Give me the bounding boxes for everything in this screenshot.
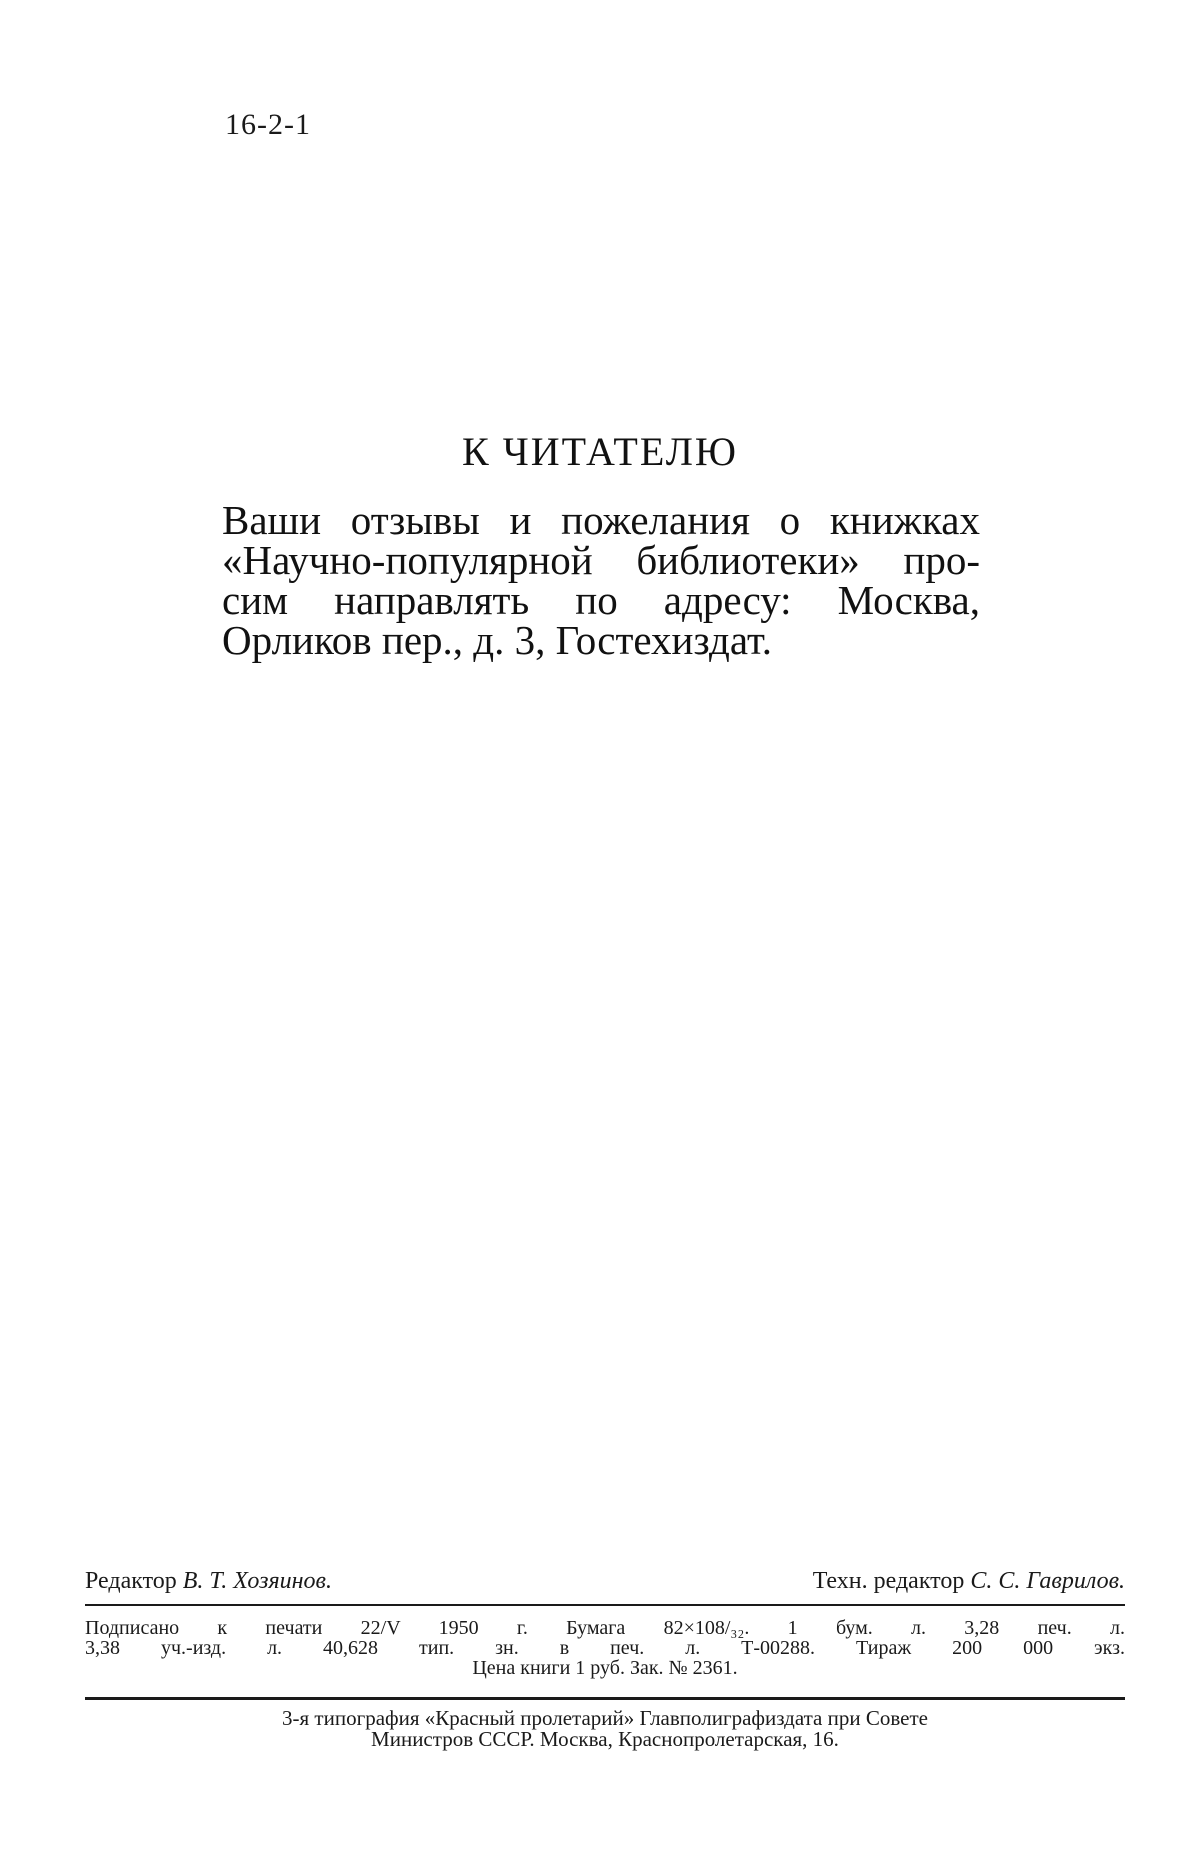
tech-editor-credit: [813, 1568, 1125, 1595]
reader-note-line: Орликов пер., д. 3, Гостехиздат.: [222, 617, 773, 663]
divider: [85, 1604, 1125, 1606]
reader-note-line: сим направлять по адресу: Москва,: [222, 577, 980, 623]
print-details-line: 3,38 уч.-изд. л. 40,628 тип. зн. в печ. л. Т-00288. Тираж 200 000 экз.: [85, 1637, 1125, 1659]
print-details: [85, 1618, 1125, 1678]
divider: [85, 1697, 1125, 1700]
tech-editor-label: Техн. редактор: [812, 1568, 965, 1594]
printer-line: Министров СССР. Москва, Краснопролетарская, 16.: [371, 1727, 839, 1751]
editor-label: Редактор: [85, 1568, 177, 1594]
print-details-line: Цена книги 1 руб. Зак. № 2361.: [472, 1657, 738, 1679]
reader-note-body: [222, 497, 980, 663]
printer-credit: [85, 1708, 1125, 1750]
tech-editor-name: С. С. Гаврилов.: [970, 1568, 1125, 1594]
print-details-line: Подписано к печати 22/V 1950 г. Бумага 82×108/₃₂. 1 бум. л. 3,28 печ. л.: [85, 1617, 1125, 1639]
editor-credit: [85, 1568, 332, 1595]
reader-note-line: «Научно-популярной библиотеки» про-: [222, 537, 980, 583]
printer-line: 3-я типография «Красный пролетарий» Главполиграфиздата при Совете: [282, 1706, 928, 1730]
reader-note-line: Ваши отзывы и пожелания о книжках: [222, 497, 980, 543]
editor-name: В. Т. Хозяинов.: [182, 1568, 332, 1594]
page-code: 16-2-1: [225, 108, 311, 141]
reader-note-heading: К ЧИТАТЕЛЮ: [462, 429, 738, 474]
